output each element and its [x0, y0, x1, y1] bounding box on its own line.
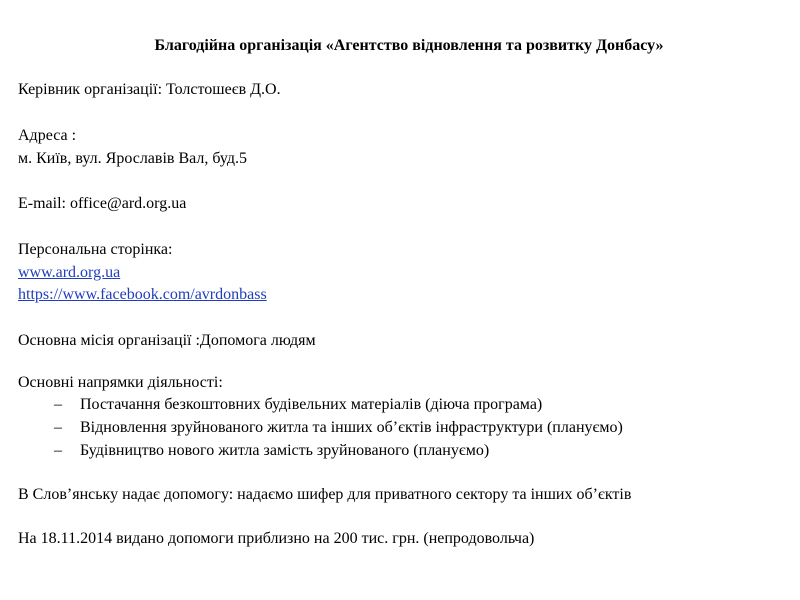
personal-page-label: Персональна сторінка:	[18, 241, 173, 258]
website-link-line	[18, 261, 120, 284]
bullet-dash: –	[54, 442, 62, 459]
email-line: E-mail: office@ard.org.ua	[18, 195, 187, 212]
facebook-link[interactable]: https://www.facebook.com/avrdonbass	[18, 286, 267, 303]
document-title	[0, 34, 800, 57]
direction-text: Будівництво нового житла замість зруйнованого (плануємо)	[80, 442, 490, 459]
bullet-dash: –	[54, 419, 62, 436]
directions-label: Основні напрямки діяльності:	[18, 374, 223, 391]
list-item	[0, 416, 623, 439]
mission-line: Основна місія організації :Допомога людям	[18, 332, 316, 349]
aid-line: На 18.11.2014 видано допомоги приблизно на 200 тис. грн. (непродовольча)	[18, 530, 535, 547]
document-title-text: Благодійна організація «Агентство відновлення та розвитку Донбасу»	[154, 37, 664, 54]
slovyansk-line: В Слов’янську надає допомогу: надаємо шифер для приватного сектору та інших об’єктів	[18, 486, 632, 503]
address-value: м. Київ, вул. Ярославів Вал, буд.5	[18, 150, 248, 167]
head-line: Керівник організації: Толстошеєв Д.О.	[18, 81, 281, 98]
direction-text: Постачання безкоштовних будівельних матеріалів (діюча програма)	[80, 396, 543, 413]
website-link[interactable]: www.ard.org.ua	[18, 264, 121, 281]
list-item	[0, 439, 623, 462]
facebook-link-line	[18, 283, 267, 306]
directions-list	[0, 393, 623, 462]
list-item	[0, 393, 623, 416]
address-label: Адреса :	[18, 127, 77, 144]
bullet-dash: –	[54, 396, 62, 413]
direction-text: Відновлення зруйнованого житла та інших об’єктів інфраструктури (плануємо)	[80, 419, 623, 436]
